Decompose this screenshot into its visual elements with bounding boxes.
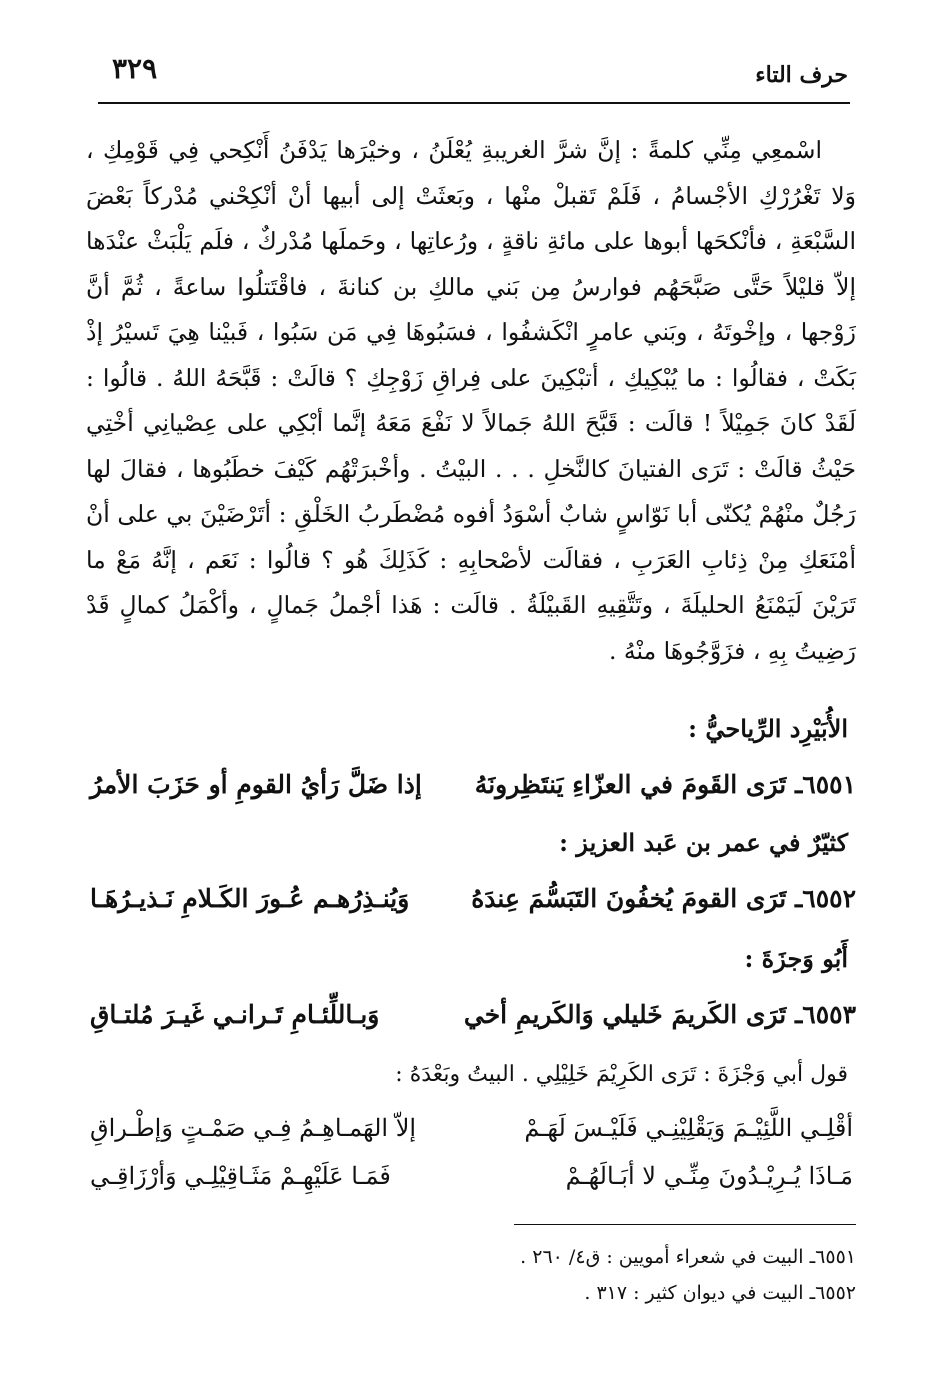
prose-paragraph: اسْمعِي مِنِّي كلمةً : إنَّ شرَّ الغريبةِ يُعْلَنُ ، وخيْرَها يَدْفَنُ أَنْكِحي فِي قَوْمِكِ ، وَلا تَغْرُرْكِ الأجْسامُ ، فَلَمْ تَقبلْ منْها ، وبَعثَتْ إلى أبيها أنْ أنْكِحْني مُدْركاً بَعْضَ السَّبْعَةِ ، فأنْكحَها أبوها على مائةِ ناقةٍ ، ورُعاتِها ، وحَملَها مُدْركٌ ، فلَم يَلْبَثْ عنْدَها إلاّ قليْلاً حَتَّى صَبَّحَهُم فوارسُ مِن بَني مالكِ بن كنانةَ ، فاقْتَتلُوا ساعةً ، ثُمَّ أنَّ زَوْجها ، وإخْوتَهُ ، وبَني عامرٍ انْكَشفُوا ، فسَبُوهَا فِي مَن سَبُوا ، فَبيْنا هِيَ تَسيْرُ إذْ بَكَتْ ، فقالُوا : ما يُبْكِيكِ ، أتبْكِينَ على فِراقِ زَوْجِكِ ؟ قالَتْ : قَبَّحَهُ اللهُ . قالُوا : لَقَدْ كانَ جَمِيْلاً ! قالَت : قَبَّحَ اللهُ جَمالاً لا نَفْعَ مَعَهُ إنَّما أبْكِي على عِصْيانِي أخْتِي حَيْثُ قالَتْ : تَرَى الفتيانَ كالنَّخلِ . . . البيْتُ . وأخْبرَتْهُم كَيْفَ خطَبُوها ، فقالَ لها رَجُلٌ منْهُمْ يُكنّى أبا نَوّاسٍ شابٌ أسْوَدُ أفوه مُضْطَربُ الخَلْقِ : أتَرْضَيْنَ بي على أنْ أمْنَعَكِ مِنْ ذِئابِ العَرَبِ ، فقالَت لأصْحابِهِ : كَذَلِكَ هُو ؟ قالُوا : نَعَم ، إنَّهُ مَعْ ما تَرَيْنَ لَيَمْنَعُ الحليلَةَ ، وتَتَّقِيهِ القَبيْلَةُ . قالَت : هَذا أجْملُ جَمالٍ ، وأكْمَلُ كمالٍ قَدْ رَضِيتُ بِهِ ، فزَوَّجُوهَا منْهُ . xyxy=(86,136,856,665)
verse-6553 xyxy=(90,1000,856,1048)
poet-label: كثيّرٌ في عمر بن عَبد العزيز : xyxy=(559,828,848,857)
poet-label: الأُبَيْرِد الرِّياحيُّ : xyxy=(688,714,848,743)
citation-line: قول أبي وَجْزَةَ : تَرَى الكَرِيْمَ خَلِيْلِي . البيتُ وبَعْدَهُ : xyxy=(395,1062,848,1087)
verse-number: ٦٥٥٢ـ xyxy=(794,884,856,913)
header-rule xyxy=(98,102,850,104)
verse-first-hemistich xyxy=(464,1000,856,1029)
verse-first-hemistich-text: تَرَى القومَ يُخفُونَ التَبَسُّمَ عِندَهُ xyxy=(471,884,787,913)
verse-first-hemistich xyxy=(471,884,856,913)
prose-block xyxy=(86,128,856,674)
chapter-title: حرف التاء xyxy=(755,62,848,88)
poet-label: أَبُو وَجزَةَ : xyxy=(744,944,848,973)
verse-second-hemistich: إذا ضَلَّ رَأيُ القومِ أو حَزَبَ الأمرُ xyxy=(90,770,422,799)
verse-first-hemistich-text: تَرَى الكَريمَ خَليلي وَالكَريمِ أخي xyxy=(463,1000,787,1029)
verse-6551 xyxy=(90,770,856,818)
footnote: ٦٥٥٢ـ البيت في ديوان كثير : ٣١٧ . xyxy=(584,1282,856,1304)
footnote-rule xyxy=(514,1224,856,1225)
verse-number: ٦٥٥١ـ xyxy=(794,770,856,799)
quoted-first-hemistich: مَـاذَا يُـرِيْـدُونَ مِنِّـي لا أبَـالَهُـمْ xyxy=(565,1162,853,1190)
verse-second-hemistich: وَبـاللِّئـامِ تَـرانـي غَيـرَ مُلتـاقِ xyxy=(90,1000,380,1029)
verse-number: ٦٥٥٣ـ xyxy=(794,1000,856,1029)
quoted-second-hemistich: فَمَـا عَلَيْهِـمْ مَثَـاقِيْلِـي وَأرْزَاقِـي xyxy=(90,1162,391,1190)
quoted-second-hemistich: إلاّ الهَمـاهِـمُ فِـي صَمْـتٍ وَإطْـراقِ xyxy=(90,1114,417,1142)
quoted-first-hemistich: أقْلِـي اللَّئِيْـمَ وَيَقْلِيْنِـي فَلَيْـسَ لَهَـمْ xyxy=(524,1114,853,1142)
verse-first-hemistich-text: تَرَى القَومَ في العزّاءِ يَنتَظِرونَهُ xyxy=(474,770,787,799)
verse-first-hemistich xyxy=(475,770,856,799)
verse-second-hemistich: وَيُنـذِرُهـم عُـورَ الكَـلامِ نَـذيـرُهَـا xyxy=(90,884,410,913)
verse-6552 xyxy=(90,884,856,932)
page-number: ٣٢٩ xyxy=(112,52,158,85)
footnote: ٦٥٥١ـ البيت في شعراء أمويين : ق٤/ ٢٦٠ . xyxy=(520,1246,856,1268)
